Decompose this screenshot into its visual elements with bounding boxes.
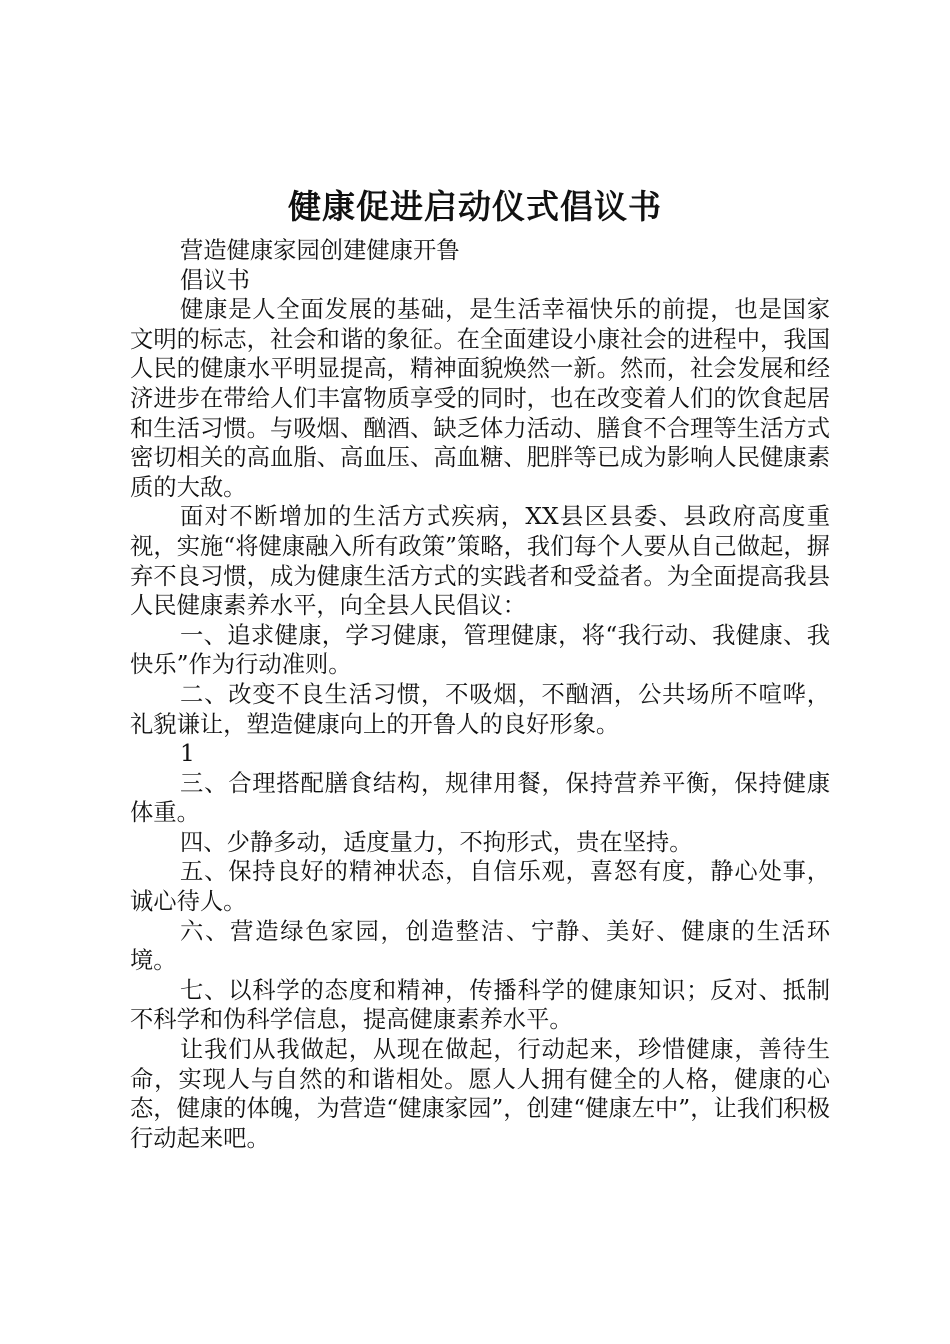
heading-line: 倡议书 (180, 266, 250, 294)
paragraph-intro: 健康是人全面发展的基础，是生活幸福快乐的前提，也是国家文明的标志，社会和谐的象征。在全面建设小康社会的进程中，我国人民的健康水平明显提高，精神面貌焕然一新。然而，社会发展和经济进步在带给人们丰富物质享受的同时，也在改变着人们的饮食起居和生活习惯。与吸烟、酗酒、缺乏体力活动、膳食不合理等生活方式密切相关的高血脂、高血压、高血糖、肥胖等已成为影响人民健康素质的大敌。 (130, 296, 830, 501)
paragraph-item-4: 四、少静多动，适度量力，不拘形式，贵在坚持。 (180, 828, 693, 856)
document-title: 健康促进启动仪式倡议书 (288, 187, 662, 226)
paragraph-response: 面对不断增加的生活方式疾病，XX县区县委、县政府高度重视，实施“将健康融入所有政策”策略，我们每个人要从自己做起，摒弃不良习惯，成为健康生活方式的实践者和受益者。为全面提高我县人民健康素养水平，向全县人民倡议： (130, 503, 830, 620)
paragraph-item-7: 七、以科学的态度和精神，传播科学的健康知识；反对、抵制不科学和伪科学信息，提高健康素养水平。 (130, 976, 830, 1034)
page-number: 1 (180, 740, 195, 768)
paragraph-item-1: 一、追求健康，学习健康，管理健康，将“我行动、我健康、我快乐”作为行动准则。 (130, 621, 830, 679)
paragraph-item-3: 三、合理搭配膳食结构，规律用餐，保持营养平衡，保持健康体重。 (130, 769, 830, 827)
paragraph-item-2: 二、改变不良生活习惯，不吸烟，不酗酒，公共场所不喧哗，礼貌谦让，塑造健康向上的开鲁人的良好形象。 (130, 680, 830, 738)
paragraph-closing: 让我们从我做起，从现在做起，行动起来，珍惜健康，善待生命，实现人与自然的和谐相处。愿人人拥有健全的人格，健康的心态，健康的体魄，为营造“健康家园”，创建“健康左中”，让我们积极行动起来吧。 (130, 1036, 830, 1152)
paragraph-item-5: 五、保持良好的精神状态，自信乐观，喜怒有度，静心处事，诚心待人。 (130, 858, 830, 916)
document-body (130, 236, 830, 1153)
paragraph-item-6: 六、营造绿色家园，创造整洁、宁静、美好、健康的生活环境。 (130, 917, 830, 975)
subtitle-line: 营造健康家园创建健康开鲁 (180, 237, 460, 264)
